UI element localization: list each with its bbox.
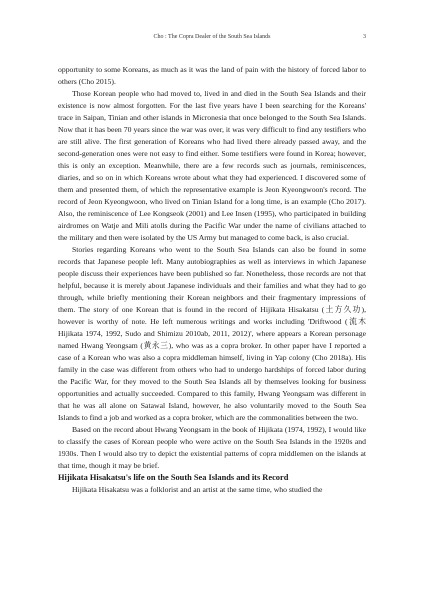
body-text [58, 64, 366, 496]
page-number: 3 [363, 34, 366, 40]
paragraph-japanese-records: Stories regarding Koreans who went to the South Sea Islands can also be found in some records that Japanese people left. Many autobiographies as well as interviews in which Japanese people discuss their experiences have been published so far. Nonetheless, those records are not that helpful, because it is merely about Japanese individuals and their families and what they had to go through, while briefly mentioning their Korean neighbors and their fragmentary impressions of them. The story of one Korean that is found in the record of Hijikata Hisakatsu (土方久功), however is worthy of note. He left numerous writings and works including 'Driftwood (流木 Hijikata 1974, 1992, Sudo and Shimizu 2010ab, 2011, 2012)', where appears a Korean personage named Hwang Yeongsam (黄永三), who was as a copra broker. In other paper have I reported a case of a Korean who was also a copra middleman himself, living in Yap colony (Cho 2018a). His family in the case was different from others who had to undergo hardships of forced labor during the Pacific War, for they moved to the South Sea Islands all by themselves looking for business opportunities and actually succeeded. Compared to this family, Hwang Yeongsam was different in that he was all alone on Satawal Island, however, he also voluntarily moved to the South Sea Islands to find a job and worked as a copra broker, which are the commonalities between the two. [58, 245, 366, 422]
paragraph-hijikata-intro: Hijikata Hisakatsu was a folklorist and an artist at the same time, who studied the [72, 485, 323, 494]
section-heading: Hijikata Hisakatsu's life on the South Sea Islands and its Record [58, 473, 289, 482]
paragraph-korean-traces: Those Korean people who had moved to, lived in and died in the South Sea Islands and their existence is now almost forgotten. For the last five years have I been searching for the Koreans' trace in Saipan, Tinian and other islands in Micronesia that once belonged to the South Sea Islands. Now that it has been 70 years since the war was over, it was very difficult to find any testifiers who are still alive. The first generation of Koreans who had lived there already passed away, and the second-generation ones were not easy to find either. Some testifiers were found in Korea; however, this is only an exception. Meanwhile, there are a few records such as journals, reminiscences, diaries, and so on in which Koreans wrote about what they had experienced. I discovered some of them and presented them, of which the representative example is Jeon Kyeongwoon's record. The record of Jeon Kyeongwoon, who lived on Tinian Island for a long time, is an example (Cho 2017). Also, the reminiscence of Lee Kongseok (2001) and Lee Insen (1995), who participated in building airdromes on Watje and Mili atolls during the Pacific War under the name of civilians attached to the military and then were isolated by the US Army but managed to come back, is also crucial. [58, 89, 366, 242]
running-title: Cho : The Copra Dealer of the South Sea Islands [153, 34, 271, 40]
paragraph-purpose: Based on the record about Hwang Yeongsam in the book of Hijikata (1974, 1992), I would like to classify the cases of Korean people who were active on the South Sea Islands in the 1920s and 1930s. Then I would also try to depict the existential patterns of copra middlemen on the islands at that time, though it may be brief. [58, 425, 366, 470]
paragraph-continuation: opportunity to some Koreans, as much as it was the land of pain with the history of forced labor to others (Cho 2015). [58, 65, 366, 86]
running-header [58, 34, 366, 44]
